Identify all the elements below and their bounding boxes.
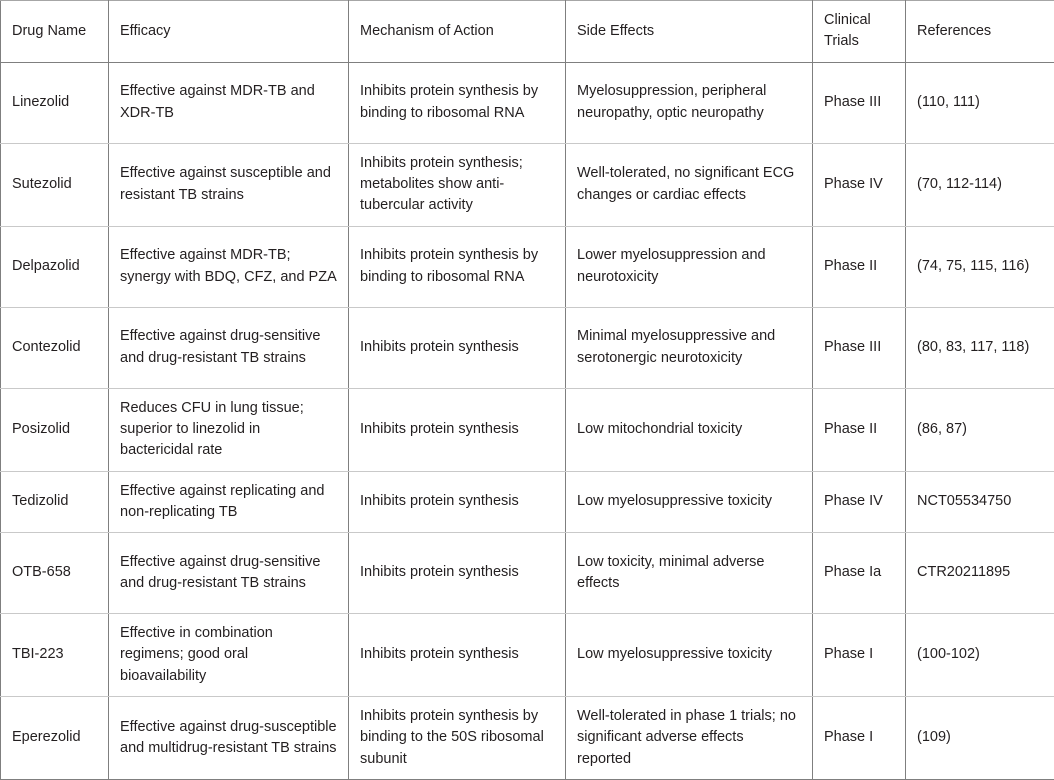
cell-clinical-trials: Phase IV — [813, 471, 906, 533]
column-header-side-effects: Side Effects — [566, 1, 813, 63]
cell-drug-name: Tedizolid — [1, 471, 109, 533]
cell-mechanism: Inhibits protein synthesis — [349, 614, 566, 697]
cell-side-effects: Myelosuppression, peripheral neuropathy, optic neuropathy — [566, 62, 813, 143]
cell-efficacy: Effective against drug-susceptible and multidrug-resistant TB strains — [109, 697, 349, 780]
cell-clinical-trials: Phase III — [813, 62, 906, 143]
cell-drug-name: Linezolid — [1, 62, 109, 143]
table-body — [1, 62, 1054, 779]
cell-side-effects: Lower myelosuppression and neurotoxicity — [566, 226, 813, 307]
cell-efficacy: Effective against MDR-TB; synergy with BDQ, CFZ, and PZA — [109, 226, 349, 307]
cell-references: (80, 83, 117, 118) — [906, 307, 1054, 388]
table-header-row — [1, 1, 1054, 63]
cell-efficacy: Effective in combination regimens; good oral bioavailability — [109, 614, 349, 697]
cell-efficacy: Effective against replicating and non-replicating TB — [109, 471, 349, 533]
cell-mechanism: Inhibits protein synthesis by binding to the 50S ribosomal subunit — [349, 697, 566, 780]
cell-mechanism: Inhibits protein synthesis; metabolites show anti-tubercular activity — [349, 143, 566, 226]
cell-side-effects: Well-tolerated, no significant ECG changes or cardiac effects — [566, 143, 813, 226]
cell-efficacy: Effective against drug-sensitive and drug-resistant TB strains — [109, 307, 349, 388]
column-header-clinical-trials: Clinical Trials — [813, 1, 906, 63]
cell-drug-name: Sutezolid — [1, 143, 109, 226]
cell-mechanism: Inhibits protein synthesis — [349, 533, 566, 614]
column-header-references: References — [906, 1, 1054, 63]
cell-drug-name: Contezolid — [1, 307, 109, 388]
table-row — [1, 62, 1054, 143]
cell-clinical-trials: Phase III — [813, 307, 906, 388]
cell-drug-name: Posizolid — [1, 388, 109, 471]
cell-drug-name: TBI-223 — [1, 614, 109, 697]
cell-side-effects: Low myelosuppressive toxicity — [566, 614, 813, 697]
column-header-drug-name: Drug Name — [1, 1, 109, 63]
cell-mechanism: Inhibits protein synthesis — [349, 471, 566, 533]
cell-efficacy: Effective against drug-sensitive and drug-resistant TB strains — [109, 533, 349, 614]
cell-references: (100-102) — [906, 614, 1054, 697]
cell-references: (110, 111) — [906, 62, 1054, 143]
table-row — [1, 697, 1054, 780]
cell-side-effects: Low myelosuppressive toxicity — [566, 471, 813, 533]
cell-efficacy: Effective against MDR-TB and XDR-TB — [109, 62, 349, 143]
cell-clinical-trials: Phase II — [813, 226, 906, 307]
cell-references: (109) — [906, 697, 1054, 780]
cell-references: (86, 87) — [906, 388, 1054, 471]
table-row — [1, 143, 1054, 226]
cell-mechanism: Inhibits protein synthesis — [349, 388, 566, 471]
cell-side-effects: Low toxicity, minimal adverse effects — [566, 533, 813, 614]
cell-clinical-trials: Phase I — [813, 697, 906, 780]
cell-drug-name: OTB-658 — [1, 533, 109, 614]
column-header-efficacy: Efficacy — [109, 1, 349, 63]
cell-side-effects: Well-tolerated in phase 1 trials; no significant adverse effects reported — [566, 697, 813, 780]
cell-drug-name: Delpazolid — [1, 226, 109, 307]
cell-clinical-trials: Phase Ia — [813, 533, 906, 614]
cell-references: NCT05534750 — [906, 471, 1054, 533]
table-row — [1, 226, 1054, 307]
cell-references: (70, 112-114) — [906, 143, 1054, 226]
table-row — [1, 471, 1054, 533]
cell-mechanism: Inhibits protein synthesis by binding to ribosomal RNA — [349, 62, 566, 143]
cell-efficacy: Effective against susceptible and resistant TB strains — [109, 143, 349, 226]
column-header-mechanism-of-action: Mechanism of Action — [349, 1, 566, 63]
cell-clinical-trials: Phase I — [813, 614, 906, 697]
table-row — [1, 388, 1054, 471]
table-header — [1, 1, 1054, 63]
cell-efficacy: Reduces CFU in lung tissue; superior to linezolid in bactericidal rate — [109, 388, 349, 471]
cell-references: (74, 75, 115, 116) — [906, 226, 1054, 307]
cell-side-effects: Low mitochondrial toxicity — [566, 388, 813, 471]
cell-mechanism: Inhibits protein synthesis — [349, 307, 566, 388]
table-row — [1, 533, 1054, 614]
cell-references: CTR20211895 — [906, 533, 1054, 614]
cell-drug-name: Eperezolid — [1, 697, 109, 780]
table-row — [1, 307, 1054, 388]
cell-mechanism: Inhibits protein synthesis by binding to ribosomal RNA — [349, 226, 566, 307]
cell-side-effects: Minimal myelosuppressive and serotonergic neurotoxicity — [566, 307, 813, 388]
table-row — [1, 614, 1054, 697]
cell-clinical-trials: Phase II — [813, 388, 906, 471]
cell-clinical-trials: Phase IV — [813, 143, 906, 226]
